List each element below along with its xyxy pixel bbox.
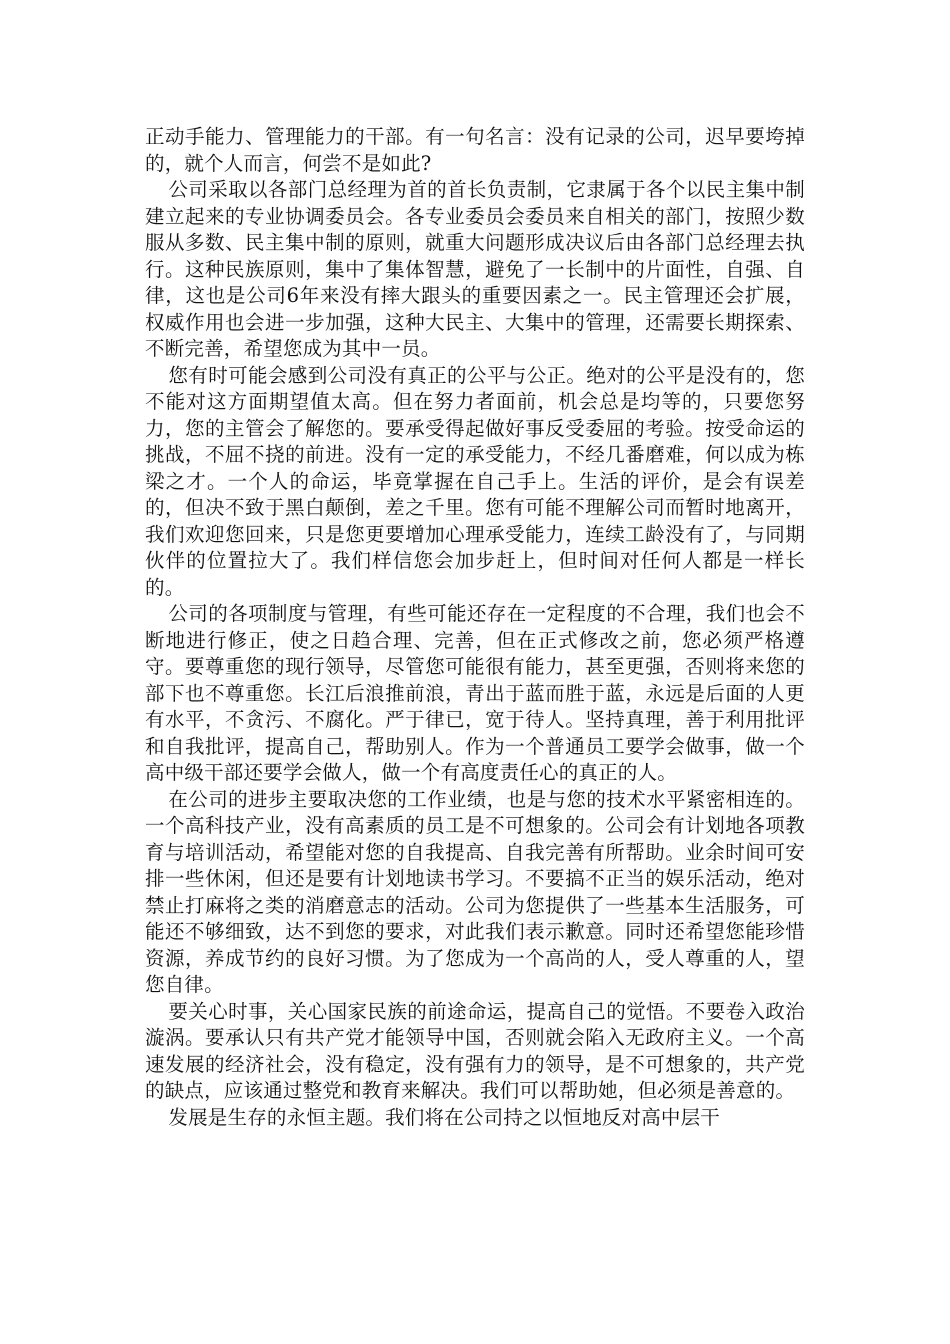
document-body: [145, 124, 805, 1131]
paragraph-rules-respect: 公司的各项制度与管理，有些可能还存在一定程度的不合理，我们也会不断地进行修正，使之日趋合理、完善，但在正式修改之前，您必须严格遵守。要尊重您的现行领导，尽管您可能很有能力，甚至更强，否则将来您的部下也不尊重您。长江后浪推前浪，青出于蓝而胜于蓝，永远是后面的人更有水平，不贪污、不腐化。严于律已，宽于待人。坚持真理，善于利用批评和自我批评，提高自己，帮助别人。作为一个普通员工要学会做事，做一个高中级干部还要学会做人，做一个有高度责任心的真正的人。: [145, 602, 805, 784]
paragraph-current-affairs: 要关心时事，关心国家民族的前途命运，提高自己的觉悟。不要卷入政治漩涡。要承认只有共产党才能领导中国，否则就会陷入无政府主义。一个高速发展的经济社会，没有稳定，没有强有力的领导，是不可想象的，共产党的缺点，应该通过整党和教育来解决。我们可以帮助她，但必须是善意的。: [145, 999, 805, 1102]
paragraph-development: 发展是生存的永恒主题。我们将在公司持之以恒地反对高中层干: [168, 1105, 720, 1129]
paragraph-continued: 正动手能力、管理能力的干部。有一句名言：没有记录的公司，迟早要垮掉的，就个人而言，何尝不是如此?: [145, 125, 805, 175]
paragraph-fairness: 您有时可能会感到公司没有真正的公平与公正。绝对的公平是没有的，您不能对这方面期望值太高。但在努力者面前，机会总是均等的，只要您努力，您的主管会了解您的。要承受得起做好事反受委屈的考验。按受命运的挑战，不屈不挠的前进。没有一定的承受能力，不经几番磨难，何以成为栋梁之才。一个人的命运，毕竟掌握在自己手上。生活的评价，是会有误差的，但决不致于黑白颠倒，差之千里。您有可能不理解公司而暂时地离开，我们欢迎您回来，只是您更要增加心理承受能力，连续工龄没有了，与同期伙伴的位置拉大了。我们样信您会加步赶上，但时间对任何人都是一样长的。: [145, 363, 805, 599]
paragraph-management-system: 公司采取以各部门总经理为首的首长负责制，它隶属于各个以民主集中制建立起来的专业协调委员会。各专业委员会委员来自相关的部门，按照少数服从多数、民主集中制的原则，就重大问题形成决议后由各部门总经理去执行。这种民族原则，集中了集体智慧，避免了一长制中的片面性，自强、自律，这也是公司6年来没有摔大跟头的重要因素之一。民主管理还会扩展，权威作用也会进一步加强，这种大民主、大集中的管理，还需要长期探索、不断完善，希望您成为其中一员。: [145, 178, 805, 360]
paragraph-progress-training: 在公司的进步主要取决您的工作业绩，也是与您的技术水平紧密相连的。一个高科技产业，没有高素质的员工是不可想象的。公司会有计划地各项教育与培训活动，希望能对您的自我提高、自我完善有所帮助。业余时间可安排一些休闲，但还是要有计划地读书学习。不要搞不正当的娱乐活动，绝对禁止打麻将之类的消磨意志的活动。公司为您提供了一些基本生活服务，可能还不够细致，达不到您的要求，对此我们表示歉意。同时还希望您能珍惜资源，养成节约的良好习惯。为了您成为一个高尚的人，受人尊重的人，望您自律。: [145, 787, 805, 996]
